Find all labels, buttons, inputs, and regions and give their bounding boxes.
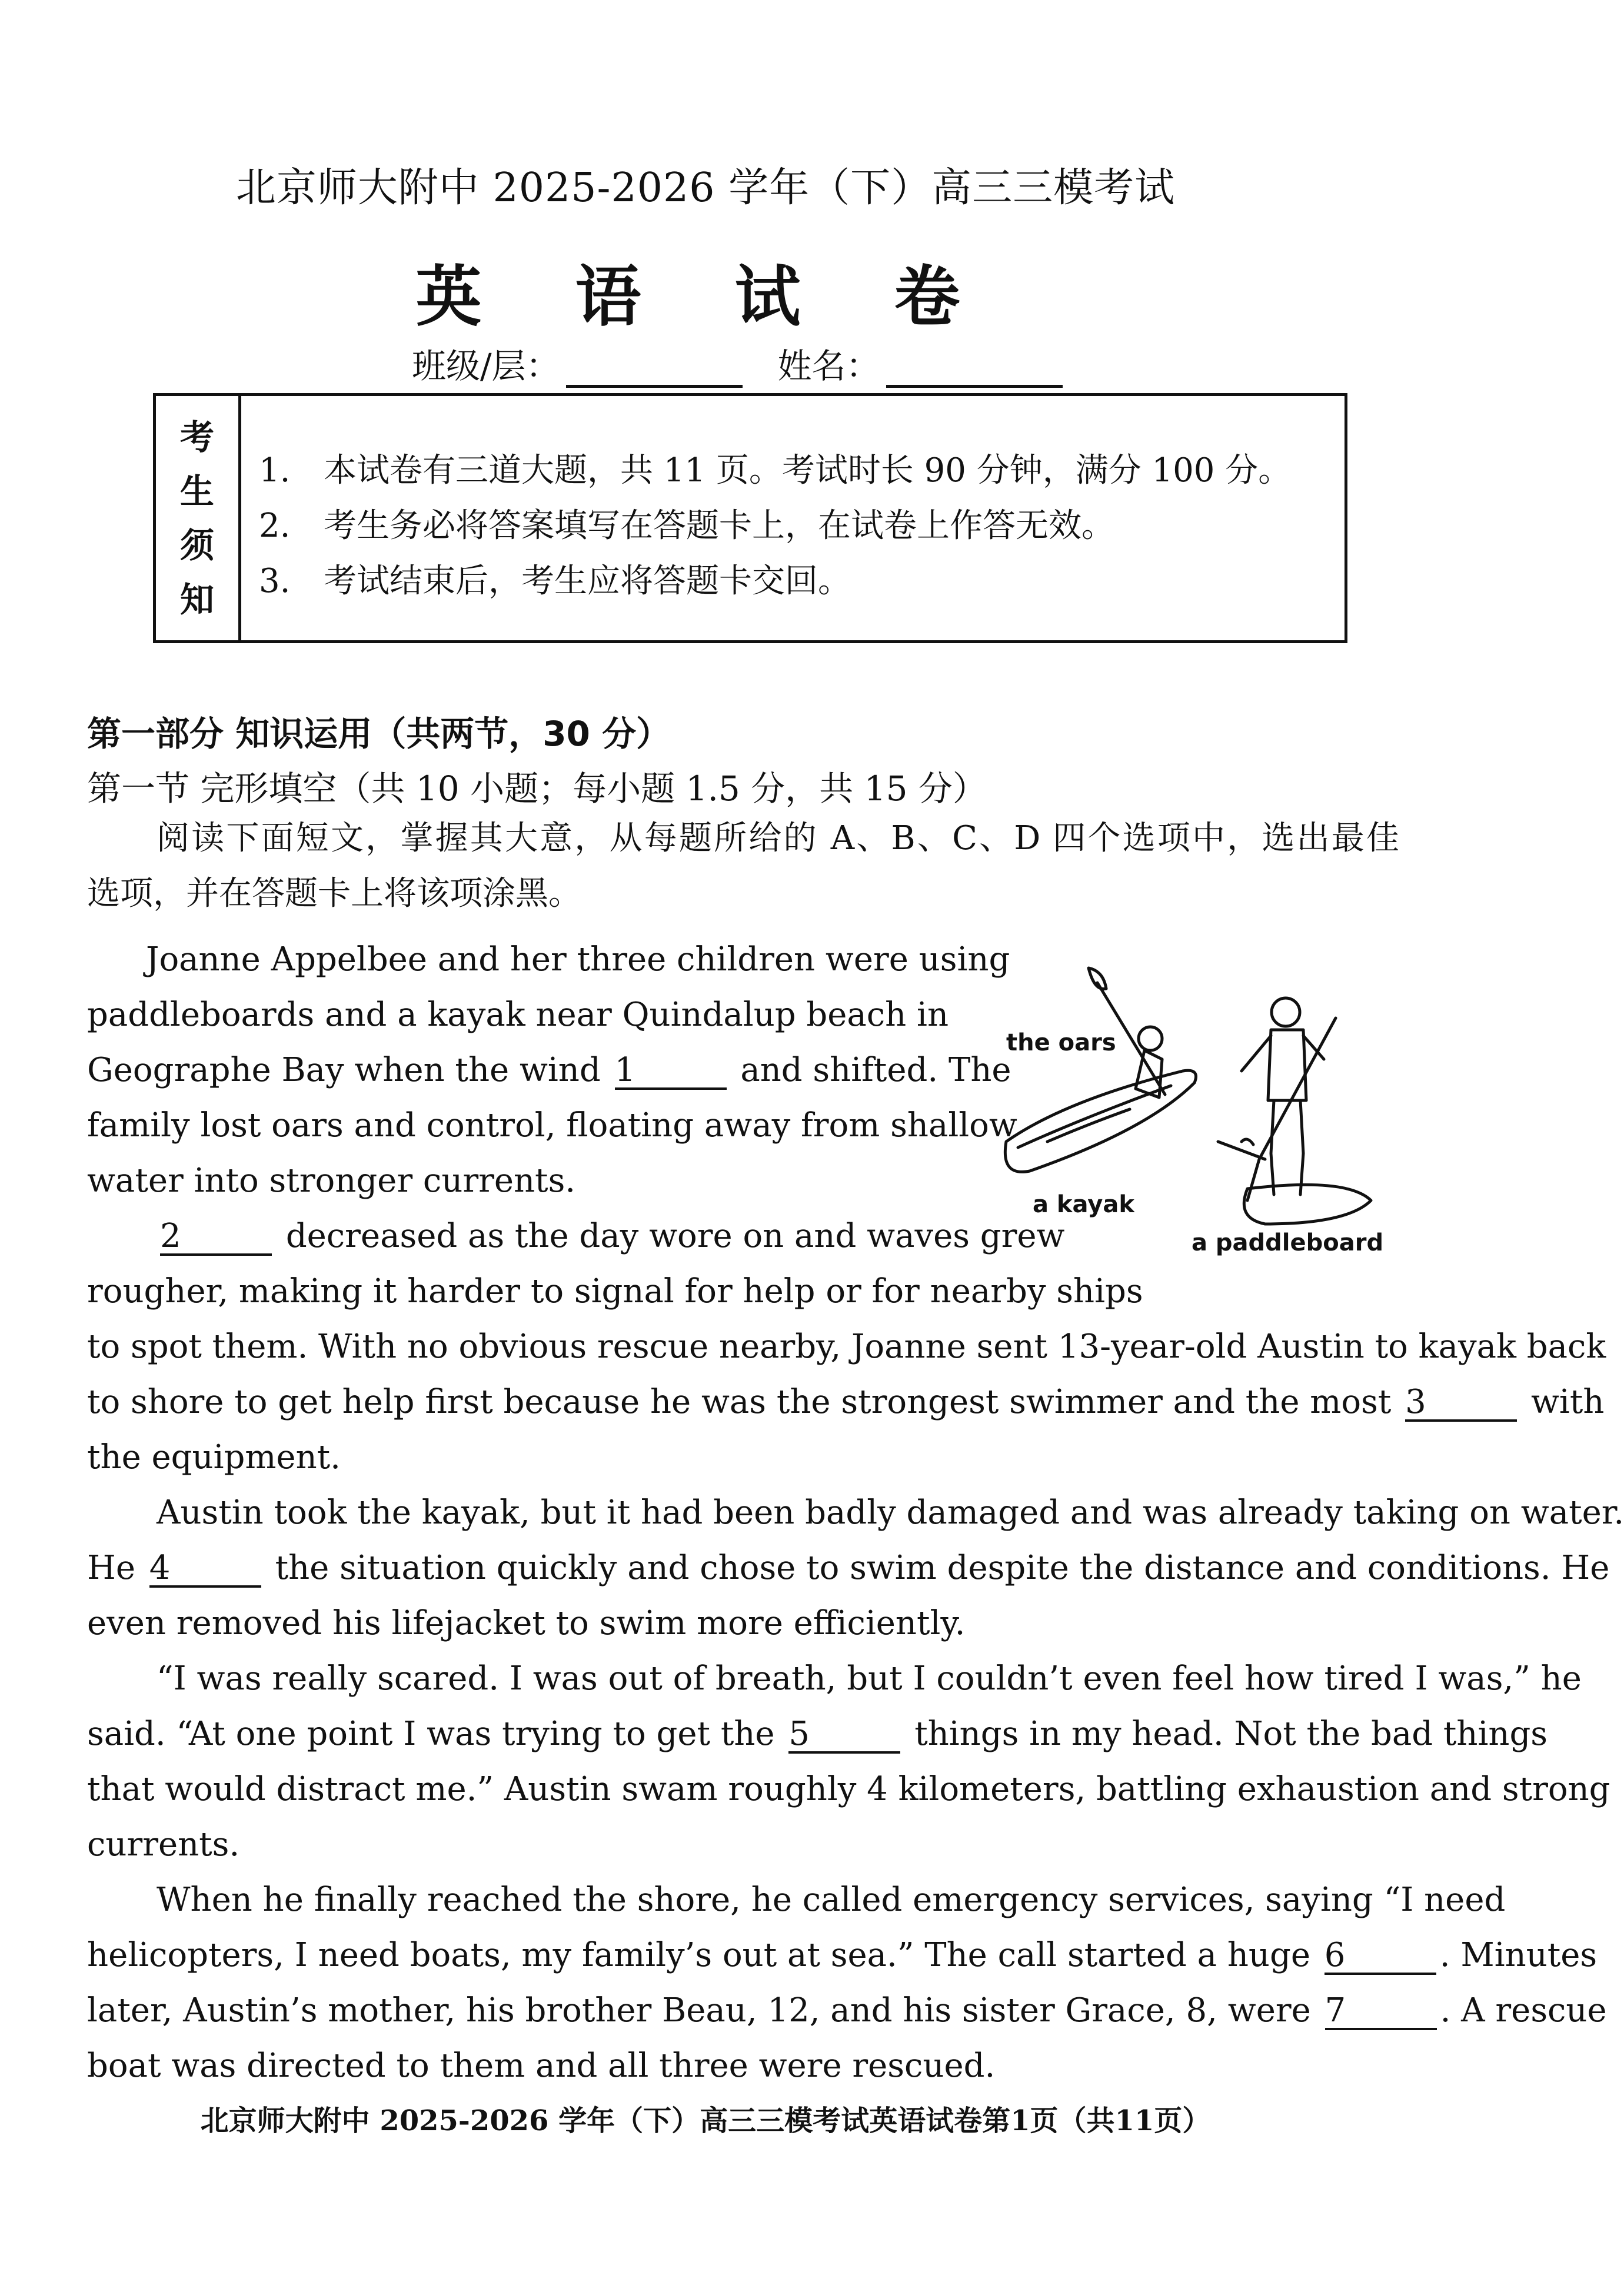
- blank-4: 4: [149, 1551, 261, 1588]
- part1-heading: 第一部分 知识运用（共两节，30 分）: [87, 714, 671, 754]
- notice-char: 须: [179, 525, 214, 566]
- label-kayak: a kayak: [1033, 1191, 1134, 1218]
- notice-char: 生: [179, 471, 214, 511]
- blank-2: 2: [160, 1219, 272, 1256]
- notice-rule: 2. 考生务必将答案填写在答题卡上，在试卷上作答无效。: [259, 507, 1114, 545]
- kayak-paddleboard-illustration: [994, 965, 1400, 1283]
- notice-rules: [259, 443, 1291, 609]
- notice-char: 考: [179, 417, 214, 457]
- blank-6: 6: [1325, 1938, 1436, 1975]
- exam-title: 北京师大附中 2025-2026 学年（下）高三三模考试: [235, 165, 1176, 211]
- notice-char: 知: [179, 579, 214, 620]
- blank-5: 5: [788, 1717, 900, 1754]
- passage-full: to spot them. With no obvious rescue nearby, Joanne sent 13-year-old Austin to kayak back to shore to get help first because he was the strongest swimmer and the most 3 with the equipment. Austin took the kayak, but it had been badly damaged and was already taking on water. He 4 the situation quickly and chose to swim despite the distance and conditions. He even removed his lifejacket to swim more efficiently. “I was really scared. I was out of breath, but I couldn’t even feel how tired I was,” he said. “At one point I was trying to get the 5 things in my head. Not the bad things that would distract me.” Austin swam roughly 4 kilometers, battling exhaustion and strong currents. When he finally reached the shore, he called emergency services, saying “I need helicopters, I need boats, my family’s out at sea.” The call started a huge 6 . Minutes later, Austin’s mother, his brother Beau, 12, and his sister Grace, 8, were 7 . A rescue boat was directed to them and all three were rescued.: [87, 1328, 1624, 2085]
- blank-7: 7: [1325, 1994, 1437, 2030]
- passage-column: Joanne Appelbee and her three children were using paddleboards and a kayak near Quindalup beach in Geographe Bay when the wind 1 and shifted. The family lost oars and control, floating away from shallow water into stronger currents. 2 decreased as the day wore on and waves grew rougher, making it harder to signal for help or for nearby ships: [87, 940, 1143, 1311]
- subject-title: 英 语 试 卷: [415, 259, 996, 335]
- class-label: 班级/层：: [412, 346, 560, 386]
- candidate-notice-box: [153, 393, 1347, 643]
- page-footer: 北京师大附中 2025-2026 学年（下）高三三模考试英语试卷第1页（共11页）: [200, 2104, 1211, 2137]
- student-info-row: [412, 338, 1063, 388]
- notice-side-label: [156, 396, 241, 640]
- instructions: 阅读下面短文，掌握其大意，从每题所给的 A、B、C、D 四个选项中，选出最佳 选项，并在答题卡上将该项涂黑。: [87, 819, 1399, 913]
- blank-1: 1: [615, 1053, 727, 1090]
- blank-3: 3: [1405, 1385, 1517, 1422]
- name-label: 姓名：: [777, 346, 880, 386]
- notice-rule: 1. 本试卷有三道大题，共 11 页。考试时长 90 分钟，满分 100 分。: [259, 451, 1292, 490]
- label-oars: the oars: [1006, 1029, 1116, 1056]
- label-paddleboard: a paddleboard: [1192, 1229, 1384, 1256]
- sup-paddle: [1247, 1018, 1336, 1200]
- section1-heading: 第一节 完形填空（共 10 小题；每小题 1.5 分，共 15 分）: [87, 769, 987, 809]
- paddleboard-shape: [1244, 1185, 1371, 1224]
- class-blank: [566, 355, 743, 388]
- notice-rule: 3. 考试结束后，考生应将答题卡交回。: [259, 562, 851, 600]
- name-blank: [886, 355, 1063, 388]
